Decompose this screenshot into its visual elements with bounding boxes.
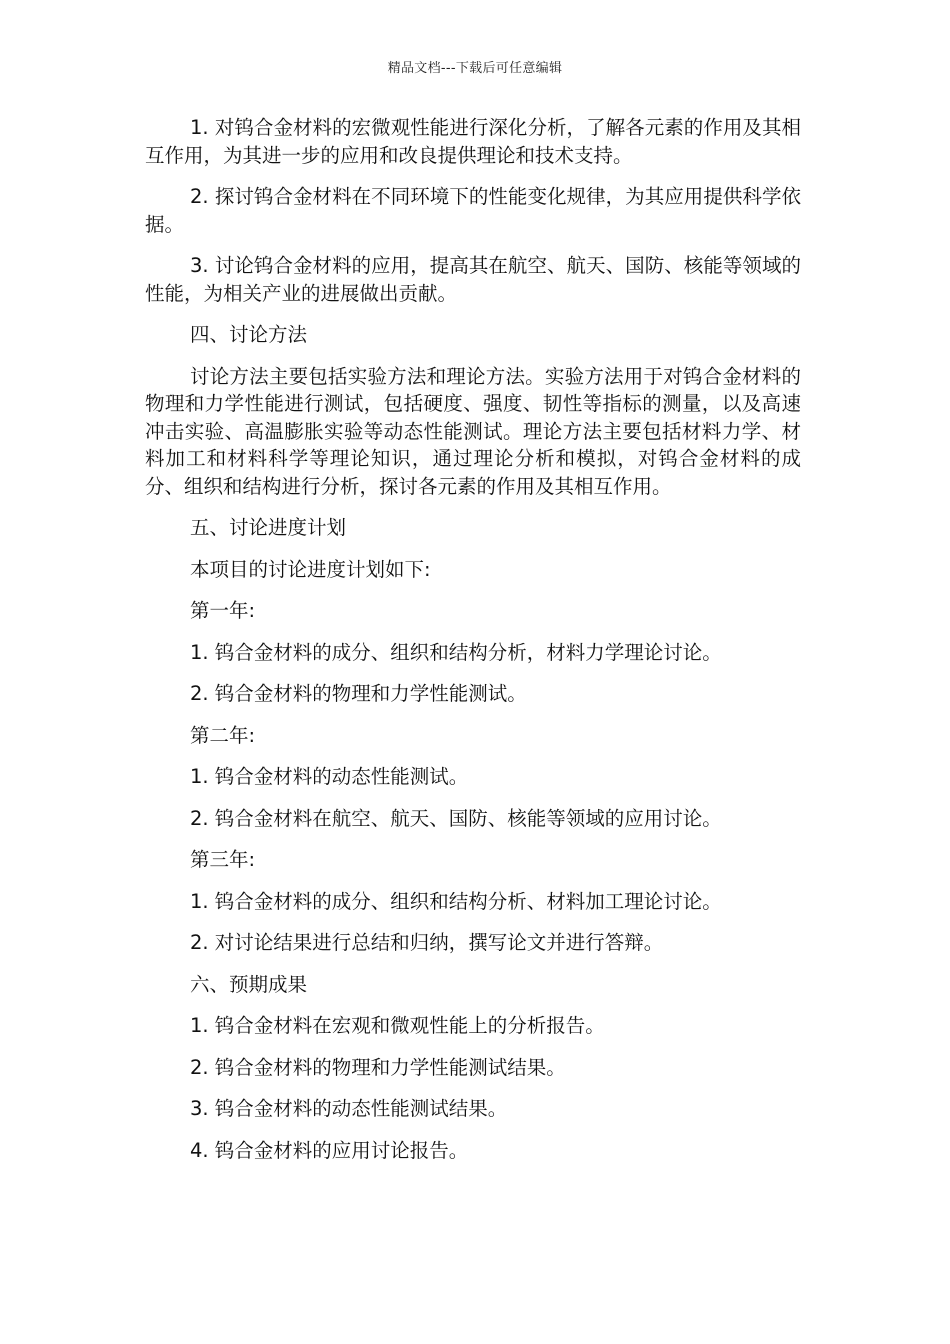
document-body	[145, 114, 801, 1178]
year-3-item-2: 2. 对讨论结果进行总结和归纳，撰写论文并进行答辩。	[190, 931, 664, 954]
objective-item-2: 2. 探讨钨合金材料在不同环境下的性能变化规律，为其应用提供科学依据。	[145, 185, 801, 236]
year-2-heading: 第二年:	[190, 723, 256, 747]
year-2-item-2: 2. 钨合金材料在航空、航天、国防、核能等领域的应用讨论。	[190, 806, 722, 830]
section-heading-schedule: 五、讨论进度计划	[190, 516, 347, 539]
outcome-item-3: 3. 钨合金材料的动态性能测试结果。	[190, 1097, 508, 1120]
year-1-item-1: 1. 钨合金材料的成分、组织和结构分析，材料力学理论讨论。	[190, 640, 722, 664]
schedule-intro: 本项目的讨论进度计划如下:	[190, 557, 431, 581]
year-3-heading: 第三年:	[190, 848, 256, 871]
year-1-heading: 第一年:	[190, 599, 256, 622]
year-1-item-2: 2. 钨合金材料的物理和力学性能测试。	[190, 682, 527, 705]
objective-item-3: 3. 讨论钨合金材料的应用，提高其在航空、航天、国防、核能等领域的性能，为相关产业的进展做出贡献。	[145, 254, 801, 305]
year-2-item-1: 1. 钨合金材料的动态性能测试。	[190, 765, 469, 788]
outcome-item-4: 4. 钨合金材料的应用讨论报告。	[190, 1138, 469, 1162]
objective-item-1: 1. 对钨合金材料的宏微观性能进行深化分析，了解各元素的作用及其相互作用，为其进一步的应用和改良提供理论和技术支持。	[145, 116, 801, 167]
year-3-item-1: 1. 钨合金材料的成分、组织和结构分析、材料加工理论讨论。	[190, 889, 722, 913]
methods-paragraph: 讨论方法主要包括实验方法和理论方法。实验方法用于对钨合金材料的物理和力学性能进行测试，包括硬度、强度、韧性等指标的测量，以及高速冲击实验、高温膨胀实验等动态性能测试。理论方法主要包括材料力学、材料加工和材料科学等理论知识，通过理论分析和模拟，对钨合金材料的成分、组织和结构进行分析，探讨各元素的作用及其相互作用。	[145, 364, 801, 498]
section-heading-methods: 四、讨论方法	[190, 323, 308, 346]
section-heading-outcomes: 六、预期成果	[190, 972, 308, 996]
outcome-item-2: 2. 钨合金材料的物理和力学性能测试结果。	[190, 1055, 566, 1079]
outcome-item-1: 1. 钨合金材料在宏观和微观性能上的分析报告。	[190, 1014, 605, 1037]
page-header: 精品文档---下载后可任意编辑	[387, 61, 563, 76]
